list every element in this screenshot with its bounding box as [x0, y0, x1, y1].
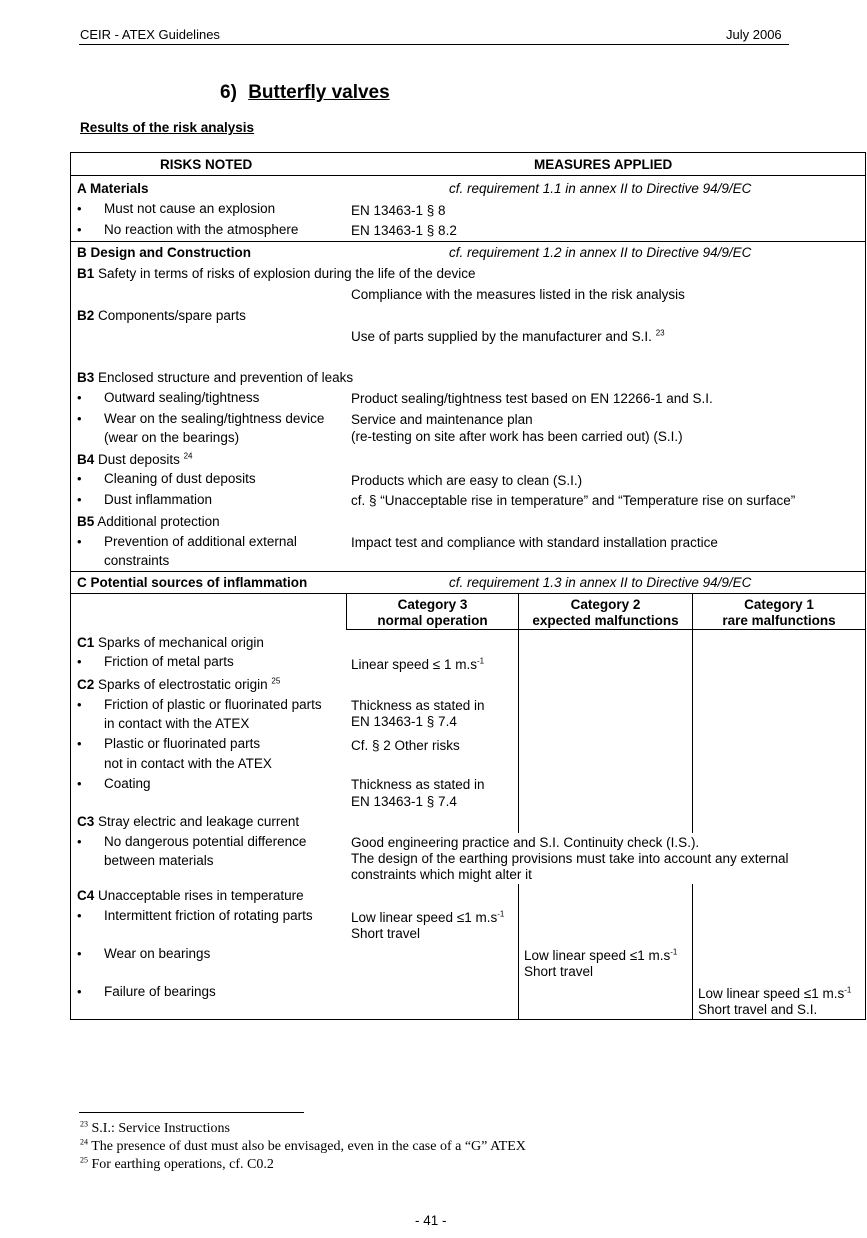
- b1-heading: B1 Safety in terms of risks of explosion during the life of the device: [77, 266, 476, 281]
- section-c-label: C Potential sources of inflammation: [77, 575, 308, 590]
- category-3-sub: normal operation: [377, 613, 488, 628]
- section-b-label: B Design and Construction: [77, 245, 252, 260]
- section-c-ref: cf. requirement 1.3 in annex II to Directive 94/9/EC: [449, 575, 752, 590]
- measure-item: Short travel: [351, 926, 421, 941]
- table-rule: [70, 152, 866, 153]
- table-rule: [70, 593, 866, 594]
- risk-item: Plastic or fluorinated parts: [104, 736, 261, 751]
- risk-item: Friction of plastic or fluorinated parts: [104, 697, 322, 712]
- risk-item: Failure of bearings: [104, 984, 216, 999]
- footnote-25: $^{25}$ For earthing operations, cf. C0.2: [80, 1155, 274, 1172]
- section-heading: Butterfly valves: [248, 82, 390, 103]
- risk-item: Friction of metal parts: [104, 654, 234, 669]
- table-rule: [70, 241, 866, 242]
- header-rule: [79, 44, 789, 45]
- table-rule: [346, 629, 866, 630]
- page-number: - 41 -: [415, 1213, 447, 1228]
- bullet: •: [77, 534, 82, 549]
- bullet: •: [77, 492, 82, 507]
- footnote-rule: [79, 1112, 304, 1113]
- risk-item: Prevention of additional external: [104, 534, 297, 549]
- measure-item: Cf. § 2 Other risks: [351, 738, 460, 753]
- measure-item: Impact test and compliance with standard installation practice: [351, 535, 718, 550]
- table-rule: [692, 593, 693, 833]
- table-rule: [70, 152, 71, 1020]
- bullet: •: [77, 411, 82, 426]
- risk-item: Wear on bearings: [104, 946, 211, 961]
- header-date: July 2006: [726, 27, 782, 42]
- bullet: •: [77, 222, 82, 237]
- table-rule: [518, 593, 519, 833]
- section-number: 6): [220, 82, 237, 103]
- c1-heading: C1 Sparks of mechanical origin: [77, 635, 264, 650]
- measure-item: cf. § “Unacceptable rise in temperature” and “Temperature rise on surface”: [351, 493, 796, 508]
- section-b-ref: cf. requirement 1.2 in annex II to Directive 94/9/EC: [449, 245, 752, 260]
- bullet: •: [77, 736, 82, 751]
- bullet: •: [77, 697, 82, 712]
- c3-heading: C3 Stray electric and leakage current: [77, 814, 300, 829]
- measure-item: Good engineering practice and S.I. Continuity check (I.S.).: [351, 835, 700, 850]
- footnote-ref: 25: [271, 676, 281, 686]
- measure-item: Low linear speed ≤1 $m.s^{-1}$: [351, 909, 505, 925]
- bullet: •: [77, 390, 82, 405]
- b3-heading: B3 Enclosed structure and prevention of leaks: [77, 370, 354, 385]
- section-a-label: A Materials: [77, 181, 149, 196]
- table-rule: [518, 884, 519, 1020]
- measure-item: Use of parts supplied by the manufacturer and S.I. $^{23}$: [351, 328, 665, 344]
- footnote-24: $^{24}$ The presence of dust must also be envisaged, even in the case of a “G” ATEX: [80, 1137, 526, 1154]
- risk-item: Cleaning of dust deposits: [104, 471, 256, 486]
- measure-item: Compliance with the measures listed in the risk analysis: [351, 287, 685, 302]
- category-2-title: Category 2: [570, 597, 641, 612]
- measure-item: Low linear speed ≤1 $m.s^{-1}$: [524, 947, 678, 963]
- header-title: CEIR - ATEX Guidelines: [80, 27, 220, 42]
- category-1-sub: rare malfunctions: [722, 613, 836, 628]
- measure-item: The design of the earthing provisions must take into account any external: [351, 851, 789, 866]
- risk-item: in contact with the ATEX: [104, 716, 250, 731]
- risk-item: No reaction with the atmosphere: [104, 222, 299, 237]
- section-a-ref: cf. requirement 1.1 in annex II to Directive 94/9/EC: [449, 181, 752, 196]
- table-rule: [70, 1019, 866, 1020]
- measure-item: EN 13463-1 § 8.2: [351, 223, 457, 238]
- measure-item: EN 13463-1 § 8: [351, 203, 446, 218]
- col-header-risks: RISKS NOTED: [160, 157, 253, 172]
- measure-item: (re-testing on site after work has been carried out) (S.I.): [351, 429, 683, 444]
- bullet: •: [77, 908, 82, 923]
- risk-item: Must not cause an explosion: [104, 201, 276, 216]
- bullet: •: [77, 471, 82, 486]
- measure-item: EN 13463-1 § 7.4: [351, 714, 457, 729]
- bullet: •: [77, 834, 82, 849]
- risk-item: (wear on the bearings): [104, 430, 240, 445]
- measure-item: Short travel: [524, 964, 594, 979]
- footnote-ref: 24: [183, 451, 193, 461]
- measure-item: EN 13463-1 § 7.4: [351, 794, 457, 809]
- b4-heading: B4 Dust deposits $^{24}$: [77, 451, 193, 467]
- measure-item: Service and maintenance plan: [351, 412, 533, 427]
- risk-item: Dust inflammation: [104, 492, 213, 507]
- risk-item: constraints: [104, 553, 170, 568]
- bullet: •: [77, 201, 82, 216]
- measure-item: Thickness as stated in: [351, 777, 485, 792]
- bullet: •: [77, 654, 82, 669]
- risk-item: No dangerous potential difference: [104, 834, 307, 849]
- risk-item: between materials: [104, 853, 214, 868]
- risk-item: Wear on the sealing/tightness device: [104, 411, 325, 426]
- table-rule: [865, 152, 866, 1020]
- c2-heading: C2 Sparks of electrostatic origin $^{25}$: [77, 676, 281, 692]
- measure-item: Linear speed ≤ 1 $m.s^{-1}$: [351, 656, 485, 672]
- subtitle: Results of the risk analysis: [80, 120, 255, 135]
- table-rule: [692, 884, 693, 1020]
- bullet: •: [77, 984, 82, 999]
- bullet: •: [77, 946, 82, 961]
- risk-item: Intermittent friction of rotating parts: [104, 908, 313, 923]
- measure-item: Thickness as stated in: [351, 698, 485, 713]
- col-header-measures: MEASURES APPLIED: [534, 157, 673, 172]
- c4-heading: C4 Unacceptable rises in temperature: [77, 888, 304, 903]
- category-2-sub: expected malfunctions: [532, 613, 679, 628]
- footnote-23: $^{23}$ S.I.: Service Instructions: [80, 1119, 230, 1136]
- category-1-title: Category 1: [744, 597, 814, 612]
- risk-item: Coating: [104, 776, 151, 791]
- measure-item: Low linear speed ≤1 $m.s^{-1}$: [698, 985, 852, 1001]
- measure-item: Products which are easy to clean (S.I.): [351, 473, 583, 488]
- bullet: •: [77, 776, 82, 791]
- section-title: [220, 82, 390, 104]
- table-rule: [70, 571, 866, 572]
- risk-item: not in contact with the ATEX: [104, 756, 272, 771]
- b2-heading: B2 Components/spare parts: [77, 308, 246, 323]
- measure-item: constraints which might alter it: [351, 867, 532, 882]
- table-rule: [70, 175, 866, 176]
- b5-heading: B5 Additional protection: [77, 514, 220, 529]
- category-3-title: Category 3: [397, 597, 468, 612]
- risk-item: Outward sealing/tightness: [104, 390, 260, 405]
- footnote-ref: 23: [655, 328, 665, 338]
- measure-item: Product sealing/tightness test based on EN 12266-1 and S.I.: [351, 391, 713, 406]
- measure-item: Short travel and S.I.: [698, 1002, 818, 1017]
